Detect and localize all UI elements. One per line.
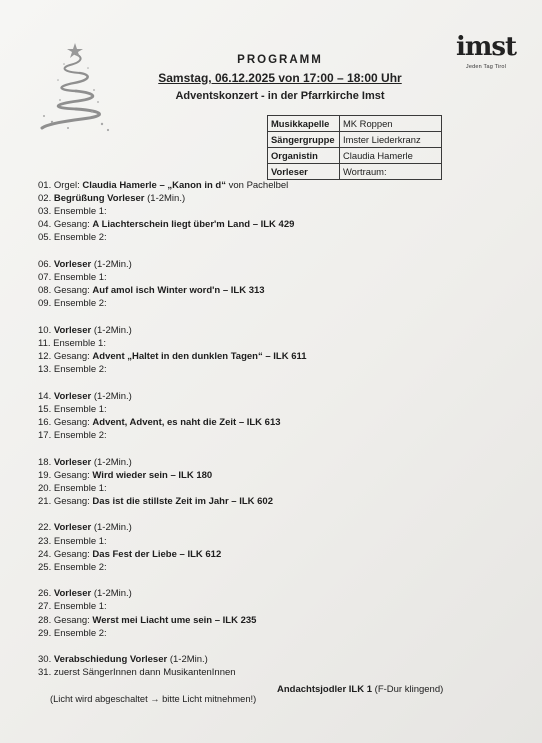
program-item [38,363,518,376]
item-label: Ensemble 1: [53,206,107,218]
program-item [38,218,518,231]
item-label: Ensemble 1: [53,601,107,613]
item-label: Ensemble 2: [53,364,107,376]
participant-role: Organistin [268,148,340,164]
item-label: Gesang: [53,219,90,231]
item-detail: von Pachelbel [225,180,289,191]
item-detail: (1-2Min.) [91,324,132,336]
participant-role: Sängergruppe [268,132,340,148]
item-title: Auf amol isch Winter word'n – ILK 313 [92,285,265,297]
item-title: Advent „Haltet in den dunklen Tagen“ – ILK 611 [92,351,307,363]
program-item [38,350,518,363]
program-item [38,258,518,271]
item-number: 12. [38,351,52,363]
item-number: 11. [38,337,51,349]
item-title: A Liachterschein liegt über'm Land – ILK 429 [92,219,295,231]
item-number: 22. [38,522,52,534]
spacer [38,640,518,654]
item-title: Begrüßung Vorleser [53,193,145,205]
item-number: 31. [38,667,52,679]
item-label: Ensemble 2: [53,627,107,639]
logo-word: imst [456,32,517,62]
item-title: Advent, Advent, es naht die Zeit – ILK 613 [92,416,281,428]
program-item [38,231,518,244]
program-item [38,429,518,442]
program-item [38,324,518,337]
item-label: Gesang: [53,548,90,560]
program-item [38,482,518,495]
item-label: Gesang: [53,285,90,297]
item-title: Vorleser [53,588,92,600]
participant-name: Claudia Hamerle [340,148,442,164]
item-number: 23. [38,535,52,547]
item-number: 19. [38,469,52,481]
item-label: Ensemble 2: [53,298,107,310]
item-number: 02. [38,193,52,205]
item-number: 16. [38,416,52,428]
item-number: 01. [38,180,52,191]
item-number: 27. [38,601,52,613]
participant-role: Musikkapelle [268,116,340,132]
item-title: Das ist die stillste Zeit im Jahr – ILK 602 [92,495,273,507]
item-number: 09. [38,298,52,310]
item-title: Vorleser [53,456,92,468]
spacer [38,310,518,324]
program-item [38,614,518,627]
item-label: Ensemble 1: [53,403,107,415]
item-title: Claudia Hamerle – „Kanon in d“ [82,180,226,191]
program-item [38,587,518,600]
item-number: 17. [38,430,52,441]
item-title: Vorleser [53,390,92,402]
program-item [38,337,518,350]
item-number: 10. [38,324,52,336]
program-item [38,271,518,284]
program-item [38,521,518,534]
item-number: 30. [38,654,52,666]
participant-name: Wortraum: [340,164,442,180]
item-number: 03. [38,206,52,218]
item-number: 20. [38,482,52,494]
participants-row [268,132,442,148]
spacer [38,244,518,258]
item-number: 29. [38,627,52,639]
participants-row [268,116,442,132]
program-header [120,54,440,102]
item-label: zuerst SängerInnen dann MusikantenInnen [53,667,236,679]
program-item [38,179,518,192]
light-note: (Licht wird abgeschaltet → bitte Licht mitnehmen!) [50,694,257,704]
item-detail: (1-2Min.) [91,588,132,600]
program-item [38,495,518,508]
participant-name: MK Roppen [340,116,442,132]
item-number: 18. [38,456,52,468]
item-number: 24. [38,548,52,560]
imst-logo [456,34,516,70]
program-item [38,390,518,403]
christmas-tree-icon [32,42,118,134]
item-title: Vorleser [53,324,92,336]
item-label: Ensemble 2: [53,430,107,441]
participant-role: Vorleser [268,164,340,180]
item-title: Vorleser [53,522,92,534]
item-label: Gesang: [53,614,90,626]
item-label: Gesang: [53,351,90,363]
program-list [38,179,518,679]
item-title: Das Fest der Liebe – ILK 612 [92,548,222,560]
program-item [38,284,518,297]
program-item [38,205,518,218]
participant-name: Imster Liederkranz [340,132,442,148]
item-detail: (1-2Min.) [91,456,132,468]
page-title: PROGRAMM [237,54,323,66]
item-number: 05. [38,232,52,244]
program-item [38,192,518,205]
item-number: 04. [38,219,52,231]
logo-tagline: Jeden Tag Tirol [465,64,507,70]
item-detail: (1-2Min.) [167,654,208,666]
program-item [38,456,518,469]
participants-row [268,148,442,164]
program-item [38,653,518,666]
item-label: Ensemble 1: [53,272,107,284]
item-number: 26. [38,588,52,600]
program-item [38,600,518,613]
program-item [38,535,518,548]
item-detail: (1-2Min.) [91,258,132,270]
program-item [38,666,518,679]
item-number: 06. [38,258,52,270]
item-label: Ensemble 1: [53,535,107,547]
program-item [38,469,518,482]
item-number: 08. [38,285,52,297]
item-label: Gesang: [53,469,90,481]
item-title: Wird wieder sein – ILK 180 [92,469,213,481]
item-detail: (1-2Min.) [91,390,132,402]
item-detail: (1-2Min.) [91,522,132,534]
item-number: 07. [38,272,52,284]
participants-row [268,164,442,180]
closing-jodler: Andachtsjodler ILK 1 (F-Dur klingend) [277,684,444,695]
participants-table [267,115,442,180]
spacer [38,574,518,588]
item-label: Ensemble 2: [53,561,107,573]
item-label: Ensemble 2: [53,232,107,244]
item-number: 13. [38,364,52,376]
item-title: Vorleser [53,258,92,270]
item-number: 21. [38,495,52,507]
item-label: Ensemble 1: [53,337,106,349]
spacer [38,508,518,522]
item-detail: (1-2Min.) [144,193,186,205]
item-number: 28. [38,614,52,626]
program-item [38,416,518,429]
program-item [38,297,518,310]
item-title: Werst mei Liacht ume sein – ILK 235 [92,614,257,626]
spacer [38,442,518,456]
item-number: 14. [38,390,52,402]
item-title: Verabschiedung Vorleser [53,654,168,666]
item-label: Ensemble 1: [53,482,107,494]
program-item [38,627,518,640]
item-label: Gesang: [53,416,90,428]
spacer [38,376,518,390]
program-item [38,403,518,416]
item-label: Orgel: [53,180,80,191]
program-item [38,548,518,561]
item-label: Gesang: [53,495,90,507]
event-date: Samstag, 06.12.2025 von 17:00 – 18:00 Uhr [158,71,402,85]
program-item [38,561,518,574]
event-subtitle: Adventskonzert - in der Pfarrkirche Imst [175,90,385,102]
item-number: 25. [38,561,52,573]
item-number: 15. [38,403,52,415]
